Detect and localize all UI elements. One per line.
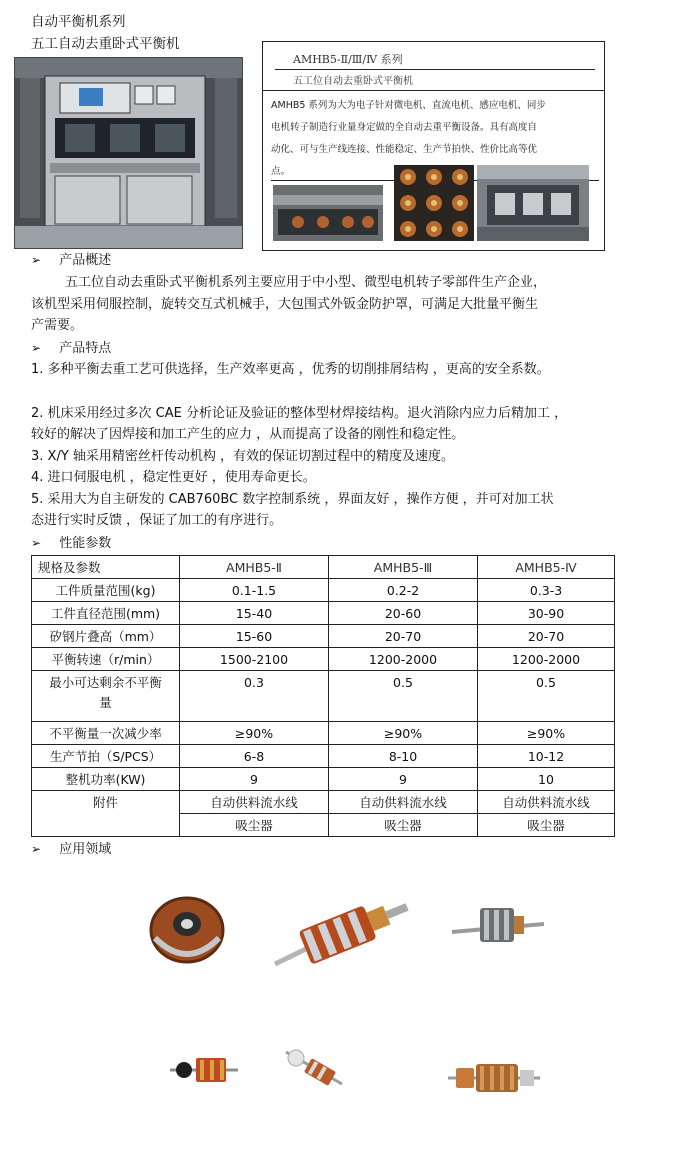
feature-item: 态进行实时反馈 ，保证了加工的有序进行。 — [31, 513, 283, 528]
series-title: 自动平衡机系列 — [31, 14, 126, 30]
table-row — [32, 745, 615, 768]
table-cell: 0.5 — [478, 671, 615, 722]
machine-illustration — [15, 58, 242, 248]
table-cell: 20-70 — [329, 625, 478, 648]
brochure-photo-1 — [273, 185, 383, 241]
table-cell: 自动供料流水线 — [180, 791, 329, 814]
table-row — [32, 625, 615, 648]
stator-coil-image — [145, 890, 229, 966]
brochure-box — [262, 41, 605, 251]
table-cell: 0.5 — [329, 671, 478, 722]
table-cell: 矽钢片叠高（mm） — [32, 625, 180, 648]
table-cell: 15-60 — [180, 625, 329, 648]
table-cell: 吸尘器 — [478, 814, 615, 837]
table-header-cell: AMHB5-Ⅲ — [329, 556, 478, 579]
table-cell — [32, 671, 180, 722]
feature-item: 1. 多种平衡去重工艺可供选择，生产效率更高 ，优秀的切削排屑结构 ，更高的安全系数。 — [31, 362, 550, 377]
table-cell: 0.1-1.5 — [180, 579, 329, 602]
table-cell: ≥90% — [329, 722, 478, 745]
applications-heading: 应用领域 — [59, 842, 112, 857]
machine-title: 五工自动去重卧式平衡机 — [31, 36, 180, 52]
table-cell: 10-12 — [478, 745, 615, 768]
table-cell: 20-70 — [478, 625, 615, 648]
table-cell: 8-10 — [329, 745, 478, 768]
bullet-arrow-icon: ➢ — [31, 341, 42, 355]
feature-item: 5. 采用大为自主研发的 CAB760BC 数字控制系统 ，界面友好 ，操作方便 ，并可对加工状 — [31, 492, 554, 507]
table-cell: 附件 — [32, 791, 180, 837]
table-header-cell: 规格及参数 — [32, 556, 180, 579]
feature-item: 4. 进口伺服电机 ，稳定性更好 ，使用寿命更长。 — [31, 470, 316, 485]
table-cell: 1200-2000 — [478, 648, 615, 671]
overview-heading-row — [31, 251, 111, 270]
table-cell: 自动供料流水线 — [329, 791, 478, 814]
table-row — [32, 671, 615, 722]
brochure-rule-mid — [263, 90, 604, 91]
applications-heading-row — [31, 840, 111, 859]
table-cell: 生产节拍（S/PCS） — [32, 745, 180, 768]
brochure-desc-line: 电机转子制造行业量身定做的全自动去重平衡设备。具有高度自 — [271, 122, 538, 133]
table-cell-line: 量 — [99, 695, 112, 710]
table-row — [32, 579, 615, 602]
table-cell: 9 — [180, 768, 329, 791]
table-row — [32, 768, 615, 791]
machine-photo — [14, 57, 243, 249]
bullet-arrow-icon: ➢ — [31, 842, 42, 856]
table-cell: 整机功率(KW) — [32, 768, 180, 791]
table-cell: 工件直径范围(mm) — [32, 602, 180, 625]
table-row — [32, 722, 615, 745]
features-heading-row — [31, 339, 111, 358]
table-cell: 15-40 — [180, 602, 329, 625]
brochure-model-line: AMHB5-Ⅱ/Ⅲ/Ⅳ 系列 — [293, 53, 403, 66]
table-cell: 0.3-3 — [478, 579, 615, 602]
overview-line: 该机型采用伺服控制，旋转交互式机械手，大包围式外钣金防护罩，可满足大批量平衡生 — [31, 296, 539, 312]
table-cell: ≥90% — [478, 722, 615, 745]
table-cell: 30-90 — [478, 602, 615, 625]
table-cell: 平衡转速（r/min） — [32, 648, 180, 671]
table-row — [32, 791, 615, 814]
table-cell: 工件质量范围(kg) — [32, 579, 180, 602]
table-cell: 6-8 — [180, 745, 329, 768]
table-header-cell: AMHB5-Ⅱ — [180, 556, 329, 579]
overview-body — [31, 272, 631, 337]
table-cell: 不平衡量一次减少率 — [32, 722, 180, 745]
feature-item: 2. 机床采用经过多次 CAE 分析论证及验证的整体型材焊接结构。退火消除内应力后精加工 ， — [31, 406, 568, 421]
brochure-desc-line: AMHB5 系列为大为电子针对微电机、直流电机、感应电机、同步 — [271, 100, 546, 111]
feature-item: 3. X/Y 轴采用精密丝杆传动机构 ，有效的保证切割过程中的精度及速度。 — [31, 449, 455, 464]
brochure-photo-2 — [394, 165, 474, 241]
bullet-arrow-icon: ➢ — [31, 536, 42, 550]
table-cell: 1500-2100 — [180, 648, 329, 671]
armature-copper-image — [446, 1058, 542, 1098]
table-cell: 吸尘器 — [180, 814, 329, 837]
table-cell: 0.3 — [180, 671, 329, 722]
overview-line: 产需要。 — [31, 318, 84, 333]
specs-heading-row — [31, 534, 111, 553]
brochure-subtitle: 五工位自动去重卧式平衡机 — [293, 76, 413, 87]
brochure-desc-line: 点。 — [271, 166, 291, 177]
specs-table — [31, 555, 615, 837]
specs-heading: 性能参数 — [59, 536, 112, 551]
armature-drill-image — [168, 1050, 240, 1090]
table-cell: 吸尘器 — [329, 814, 478, 837]
brochure-desc-line: 动化、可与生产线连接、性能稳定、生产节拍快、性价比高等优 — [271, 144, 538, 155]
table-row — [32, 602, 615, 625]
table-cell: 自动供料流水线 — [478, 791, 615, 814]
table-cell-line: 最小可达剩余不平衡 — [49, 675, 162, 690]
table-cell: ≥90% — [180, 722, 329, 745]
feature-item: 较好的解决了因焊接和加工产生的应力 ，从而提高了设备的刚性和稳定性。 — [31, 427, 465, 442]
brochure-rule-top — [275, 69, 595, 70]
overview-heading: 产品概述 — [59, 253, 112, 268]
bullet-arrow-icon: ➢ — [31, 253, 42, 267]
table-cell: 9 — [329, 768, 478, 791]
armature-fan-image — [282, 1046, 346, 1090]
brochure-photo-3 — [477, 165, 589, 241]
table-cell: 0.2-2 — [329, 579, 478, 602]
table-cell: 1200-2000 — [329, 648, 478, 671]
table-header-row — [32, 556, 615, 579]
table-cell: 10 — [478, 768, 615, 791]
armature-small-image — [450, 902, 546, 950]
table-header-cell: AMHB5-Ⅳ — [478, 556, 615, 579]
features-heading: 产品特点 — [59, 341, 112, 356]
armature-large-image — [270, 892, 420, 972]
table-row — [32, 648, 615, 671]
table-cell: 20-60 — [329, 602, 478, 625]
overview-line: 五工位自动去重卧式平衡机系列主要应用于中小型、微型电机转子零部件生产企业， — [65, 275, 547, 290]
